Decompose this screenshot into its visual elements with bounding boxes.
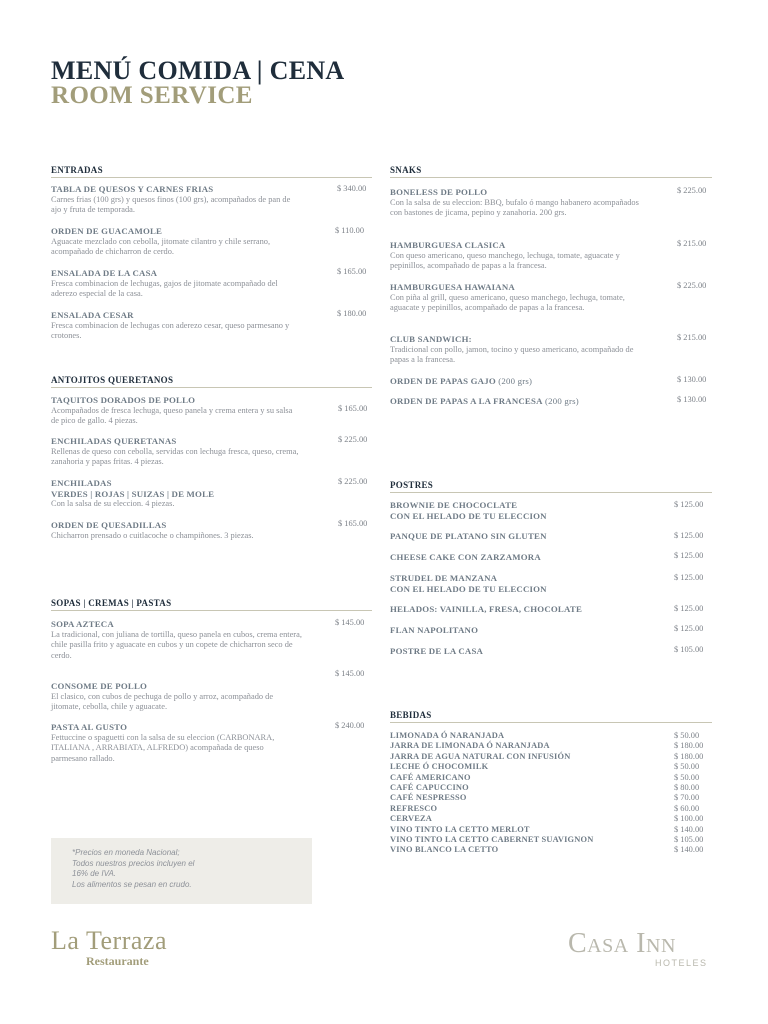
item-description: Aguacate mezclado con cebolla, jitomate cilantro y chile serrano, acompañado de chicharron de cerdo. bbox=[51, 236, 271, 256]
menu-item bbox=[390, 604, 660, 615]
item-description: La tradicional, con juliana de tortilla, queso panela en cubos, crema entera, chile pasilla frito y aguacate en cubos y un copete de chicharron seco de cerdo. bbox=[51, 629, 302, 660]
item-price: $ 165.00 bbox=[337, 267, 367, 276]
item-name: BROWNIE DE CHOCOCLATE bbox=[390, 500, 518, 510]
drink-price: $ 50.00 bbox=[674, 762, 700, 772]
item-price: $ 225.00 bbox=[677, 281, 707, 290]
section-heading-sopas: SOPAS | CREMAS | PASTAS bbox=[51, 598, 372, 611]
section-heading-entradas: ENTRADAS bbox=[51, 165, 372, 178]
item-name: TAQUITOS DORADOS DE POLLO bbox=[51, 395, 196, 405]
menu-item bbox=[390, 282, 650, 314]
item-name: ENCHILADAS bbox=[51, 478, 112, 488]
drink-price: $ 80.00 bbox=[674, 783, 700, 793]
item-name: ENCHILADAS QUERETANAS bbox=[51, 436, 177, 446]
menu-item bbox=[390, 376, 660, 387]
item-price: $ 125.00 bbox=[674, 500, 704, 509]
item-price: $ 215.00 bbox=[677, 333, 707, 342]
item-name: HELADOS: VAINILLA, FRESA, CHOCOLATE bbox=[390, 604, 583, 614]
menu-item bbox=[51, 226, 291, 258]
item-description: Rellenas de queso con cebolla, servidas con lechuga fresca, queso, crema, zanahoria y papas fritas. 4 piezas. bbox=[51, 446, 299, 466]
menu-item bbox=[51, 478, 311, 510]
item-name: BONELESS DE POLLO bbox=[390, 187, 488, 197]
item-price: $ 125.00 bbox=[674, 551, 704, 560]
item-name: HAMBURGUESA HAWAIANA bbox=[390, 282, 515, 292]
drink-name: VINO TINTO LA CETTO CABERNET SUAVIGNON bbox=[390, 835, 594, 845]
list-item bbox=[390, 814, 710, 824]
menu-item bbox=[390, 646, 660, 657]
item-price: $ 125.00 bbox=[674, 604, 704, 613]
note-line: Todos nuestros precios incluyen el bbox=[72, 858, 195, 868]
drink-price: $ 50.00 bbox=[674, 731, 700, 740]
item-description: Fresca combinacion de lechugas, gajos de jitomate acompañado del aderezo especial de la casa. bbox=[51, 278, 278, 298]
item-price: $ 125.00 bbox=[674, 573, 704, 582]
item-description: Fresca combinacion de lechugas con aderezo cesar, queso parmesano y crotones. bbox=[51, 320, 290, 340]
hotel-logo: Casa Inn bbox=[568, 928, 676, 959]
list-item bbox=[390, 835, 710, 845]
list-item bbox=[390, 783, 710, 793]
item-price: $ 130.00 bbox=[677, 375, 707, 384]
item-price: $ 340.00 bbox=[337, 184, 367, 193]
menu-item bbox=[390, 625, 660, 636]
item-description: Tradicional con pollo, jamon, tocino y queso americano, acompañado de papas a la francesa. bbox=[390, 344, 634, 364]
item-description: Chicharron prensado o cuitlacoche o champiñones. 3 piezas. bbox=[51, 530, 254, 540]
drink-price: $ 105.00 bbox=[674, 835, 704, 845]
item-description: Acompañados de fresca lechuga, queso panela y crema entera y su salsa de pico de gallo. 4 piezas. bbox=[51, 405, 293, 425]
list-item bbox=[390, 793, 710, 803]
section-heading-antojitos: ANTOJITOS QUERETANOS bbox=[51, 375, 372, 388]
item-description: Con la salsa de su eleccion. 4 piezas. bbox=[51, 499, 175, 508]
menu-item bbox=[390, 552, 660, 563]
drink-price: $ 60.00 bbox=[674, 803, 700, 813]
item-name: ENSALADA CESAR bbox=[51, 310, 134, 320]
item-description: Carnes frias (100 grs) y quesos finos (100 grs), acompañados de pan de ajo y fruta de temporada. bbox=[51, 194, 291, 214]
item-price: $ 125.00 bbox=[674, 624, 704, 633]
drink-name: VINO BLANCO LA CETTO bbox=[390, 845, 499, 855]
price-note bbox=[51, 838, 312, 904]
item-price: $ 165.00 bbox=[338, 519, 368, 528]
item-price: $ 225.00 bbox=[338, 477, 368, 486]
drink-name: CAFÉ AMERICANO bbox=[390, 772, 471, 782]
drink-name: JARRA DE LIMONADA Ó NARANJADA bbox=[390, 741, 550, 751]
item-name-variants: VERDES | ROJAS | SUIZAS | DE MOLE bbox=[51, 488, 215, 499]
list-item bbox=[390, 804, 710, 814]
item-name: ORDEN DE QUESADILLAS bbox=[51, 520, 167, 530]
list-item bbox=[390, 741, 710, 751]
menu-item bbox=[51, 310, 291, 342]
drink-price: $ 50.00 bbox=[674, 772, 700, 782]
note-line: 16% de IVA. bbox=[72, 869, 117, 878]
menu-item bbox=[390, 500, 660, 521]
item-price: $ 110.00 bbox=[335, 226, 365, 235]
item-name: PASTA AL GUSTO bbox=[51, 722, 128, 732]
drink-price: $ 70.00 bbox=[674, 793, 700, 803]
note-line: Los alimentos se pesan en crudo. bbox=[72, 879, 192, 889]
menu-item bbox=[390, 573, 660, 594]
menu-item bbox=[51, 436, 311, 468]
note-line: *Precios en moneda Nacional; bbox=[72, 848, 180, 857]
section-heading-bebidas: BEBIDAS bbox=[390, 710, 712, 723]
drink-name: REFRESCO bbox=[390, 803, 438, 813]
list-item bbox=[390, 731, 710, 741]
list-item bbox=[390, 773, 710, 783]
item-portion: (200 grs) bbox=[542, 396, 579, 406]
list-item bbox=[390, 752, 710, 762]
item-name: CLUB SANDWICH: bbox=[390, 334, 472, 344]
item-price: $ 125.00 bbox=[674, 531, 704, 540]
section-heading-postres: POSTRES bbox=[390, 480, 712, 493]
menu-item bbox=[51, 395, 301, 427]
item-name: SOPA AZTECA bbox=[51, 619, 114, 629]
menu-item bbox=[390, 396, 660, 407]
menu-item bbox=[51, 184, 291, 216]
drink-price: $ 180.00 bbox=[674, 741, 704, 751]
item-name: CHEESE CAKE CON ZARZAMORA bbox=[390, 552, 541, 562]
menu-item bbox=[51, 681, 291, 713]
item-name: FLAN NAPOLITANO bbox=[390, 625, 479, 635]
item-name: TABLA DE QUESOS Y CARNES FRIAS bbox=[51, 184, 214, 194]
drink-price: $ 180.00 bbox=[674, 751, 704, 761]
item-description: El clasico, con cubos de pechuga de pollo y arroz, acompañado de jitomate, cebolla, chile y aguacate. bbox=[51, 691, 274, 711]
drinks-list bbox=[390, 731, 710, 856]
item-name: ORDEN DE GUACAMOLE bbox=[51, 226, 163, 236]
item-name: ORDEN DE PAPAS A LA FRANCESA bbox=[390, 396, 543, 406]
list-item bbox=[390, 825, 710, 835]
menu-item bbox=[390, 334, 650, 366]
restaurant-logo: La Terraza bbox=[51, 926, 167, 955]
item-price: $ 145.00 bbox=[335, 618, 365, 627]
item-price: $ 145.00 bbox=[335, 669, 365, 678]
item-price: $ 180.00 bbox=[337, 309, 367, 318]
section-heading-snaks: SNAKS bbox=[390, 165, 712, 178]
drink-name: CAFÉ NESPRESSO bbox=[390, 793, 467, 803]
list-item bbox=[390, 762, 710, 772]
menu-subtitle: ROOM SERVICE bbox=[51, 82, 253, 109]
drink-name: LECHE Ó CHOCOMILK bbox=[390, 762, 489, 772]
item-description: Con piña al grill, queso americano, queso manchego, lechuga, tomate, aguacate y pepinillos, acompañado de papas a la francesa. bbox=[390, 292, 625, 312]
item-description: Fettuccine o spaguetti con la salsa de su eleccion (CARBONARA, ITALIANA , ARRABIATA, ALFREDO) acompañada de queso parmesano rallado. bbox=[51, 732, 275, 763]
drink-price: $ 100.00 bbox=[674, 814, 704, 824]
menu-item bbox=[390, 240, 650, 272]
menu-item bbox=[390, 187, 650, 219]
menu-item bbox=[51, 268, 291, 300]
menu-item bbox=[51, 520, 291, 541]
item-price: $ 225.00 bbox=[338, 435, 368, 444]
menu-item bbox=[51, 619, 311, 661]
list-item bbox=[390, 845, 710, 855]
item-name: POSTRE DE LA CASA bbox=[390, 646, 484, 656]
item-name: PANQUE DE PLATANO SIN GLUTEN bbox=[390, 531, 547, 541]
drink-price: $ 140.00 bbox=[674, 845, 704, 855]
item-name: HAMBURGUESA CLASICA bbox=[390, 240, 506, 250]
item-name: STRUDEL DE MANZANA bbox=[390, 573, 498, 583]
item-price: $ 130.00 bbox=[677, 395, 707, 404]
item-name: CONSOME DE POLLO bbox=[51, 681, 148, 691]
menu-item bbox=[51, 722, 301, 764]
hotel-logo-subtitle: HOTELES bbox=[655, 958, 708, 968]
menu-item bbox=[390, 531, 660, 542]
drink-price: $ 140.00 bbox=[674, 824, 704, 834]
item-price: $ 225.00 bbox=[677, 186, 707, 195]
item-portion: (200 grs) bbox=[495, 376, 533, 386]
item-description: Con la salsa de su eleccion: BBQ, bufalo ó mango habanero acompañados con bastones de jicama, pepino y zanahoria. 200 grs. bbox=[390, 197, 639, 217]
drink-name: VINO TINTO LA CETTO MERLOT bbox=[390, 824, 530, 834]
drink-name: CAFÉ CAPUCCINO bbox=[390, 783, 469, 793]
drink-name: LIMONADA Ó NARANJADA bbox=[390, 731, 505, 740]
item-description: Con queso americano, queso manchego, lechuga, tomate, aguacate y pepinillos, acompañado de papas a la francesa. bbox=[390, 250, 620, 270]
item-price: $ 240.00 bbox=[335, 721, 365, 730]
menu-title: MENÚ COMIDA | CENA bbox=[51, 56, 345, 85]
item-price: $ 105.00 bbox=[674, 645, 704, 654]
item-name-variants: CON EL HELADO DE TU ELECCION bbox=[390, 510, 547, 521]
item-name-variants: CON EL HELADO DE TU ELECCION bbox=[390, 583, 547, 594]
item-name: ORDEN DE PAPAS GAJO bbox=[390, 376, 496, 386]
restaurant-logo-subtitle: Restaurante bbox=[86, 954, 149, 968]
item-price: $ 165.00 bbox=[338, 404, 368, 413]
drink-name: CERVEZA bbox=[390, 814, 433, 824]
item-price: $ 215.00 bbox=[677, 239, 707, 248]
drink-name: JARRA DE AGUA NATURAL CON INFUSIÓN bbox=[390, 751, 571, 761]
item-name: ENSALADA DE LA CASA bbox=[51, 268, 158, 278]
